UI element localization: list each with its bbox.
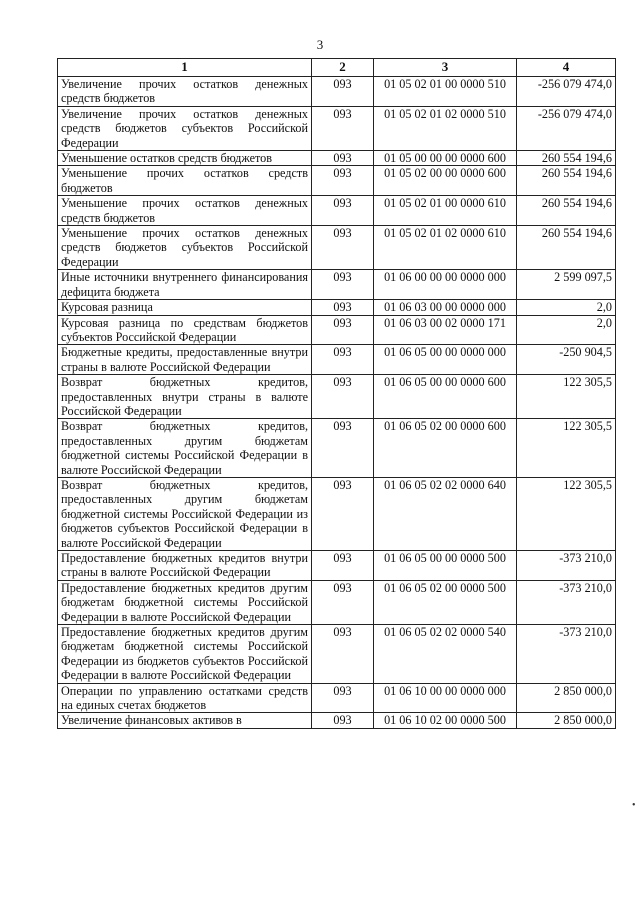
row-name-cell: Курсовая разница по средствам бюджетов субъектов Российской Федерации	[58, 315, 312, 345]
row-admin-code-cell: 093	[312, 196, 374, 226]
row-admin-code-cell: 093	[312, 300, 374, 315]
row-admin-code-cell: 093	[312, 166, 374, 196]
row-classification-code-cell: 01 05 02 01 02 0000 610	[374, 226, 517, 270]
row-name-cell: Уменьшение прочих остатков средств бюджетов	[58, 166, 312, 196]
row-amount-cell: -256 079 474,0	[517, 106, 616, 150]
row-name-cell: Иные источники внутреннего финансирования дефицита бюджета	[58, 270, 312, 300]
row-name-cell: Возврат бюджетных кредитов, предоставленных другим бюджетам бюджетной системы Российской Федерации из бюджетов субъектов Российской Федерации в валюте Российской Федерации	[58, 477, 312, 550]
row-admin-code-cell: 093	[312, 551, 374, 581]
row-amount-cell: 122 305,5	[517, 477, 616, 550]
table-row	[58, 345, 616, 375]
row-name-cell: Курсовая разница	[58, 300, 312, 315]
row-amount-cell: 122 305,5	[517, 375, 616, 419]
row-amount-cell: 2 599 097,5	[517, 270, 616, 300]
table-row	[58, 375, 616, 419]
column-header-4: 4	[517, 59, 616, 77]
row-amount-cell: -373 210,0	[517, 551, 616, 581]
row-classification-code-cell: 01 06 05 00 00 0000 500	[374, 551, 517, 581]
row-name-cell: Уменьшение прочих остатков денежных средств бюджетов субъектов Российской Федерации	[58, 226, 312, 270]
table-row	[58, 625, 616, 684]
row-admin-code-cell: 093	[312, 375, 374, 419]
table-row	[58, 300, 616, 315]
table-row	[58, 477, 616, 550]
table-row	[58, 196, 616, 226]
row-classification-code-cell: 01 06 05 02 02 0000 640	[374, 477, 517, 550]
row-amount-cell: 2 850 000,0	[517, 683, 616, 713]
table-row	[58, 166, 616, 196]
row-name-cell: Предоставление бюджетных кредитов другим бюджетам бюджетной системы Российской Федерации из бюджетов субъектов Российской Федерации в валюте Российской Федерации	[58, 625, 312, 684]
row-amount-cell: 122 305,5	[517, 419, 616, 478]
row-amount-cell: -256 079 474,0	[517, 77, 616, 107]
table-row	[58, 419, 616, 478]
table-row	[58, 77, 616, 107]
table-row	[58, 106, 616, 150]
table-row	[58, 683, 616, 713]
row-classification-code-cell: 01 06 10 00 00 0000 000	[374, 683, 517, 713]
row-classification-code-cell: 01 05 02 01 00 0000 610	[374, 196, 517, 226]
row-classification-code-cell: 01 06 05 00 00 0000 000	[374, 345, 517, 375]
row-name-cell: Предоставление бюджетных кредитов другим бюджетам бюджетной системы Российской Федерации в валюте Российской Федерации	[58, 580, 312, 624]
row-name-cell: Уменьшение остатков средств бюджетов	[58, 151, 312, 166]
row-name-cell: Операции по управлению остатками средств на единых счетах бюджетов	[58, 683, 312, 713]
row-classification-code-cell: 01 06 03 00 00 0000 000	[374, 300, 517, 315]
row-admin-code-cell: 093	[312, 625, 374, 684]
budget-sources-table	[57, 58, 616, 729]
row-admin-code-cell: 093	[312, 106, 374, 150]
row-admin-code-cell: 093	[312, 151, 374, 166]
row-admin-code-cell: 093	[312, 683, 374, 713]
table-row	[58, 226, 616, 270]
table-row	[58, 580, 616, 624]
row-classification-code-cell: 01 05 02 01 00 0000 510	[374, 77, 517, 107]
row-name-cell: Бюджетные кредиты, предоставленные внутри страны в валюте Российской Федерации	[58, 345, 312, 375]
table-row	[58, 551, 616, 581]
row-admin-code-cell: 093	[312, 345, 374, 375]
row-amount-cell: -373 210,0	[517, 625, 616, 684]
column-header-2: 2	[312, 59, 374, 77]
table-row	[58, 315, 616, 345]
table-row	[58, 713, 616, 728]
row-classification-code-cell: 01 05 02 01 02 0000 510	[374, 106, 517, 150]
row-classification-code-cell: 01 06 05 02 00 0000 600	[374, 419, 517, 478]
row-name-cell: Увеличение прочих остатков денежных средств бюджетов субъектов Российской Федерации	[58, 106, 312, 150]
row-name-cell: Предоставление бюджетных кредитов внутри страны в валюте Российской Федерации	[58, 551, 312, 581]
table-header-row	[58, 59, 616, 77]
row-admin-code-cell: 093	[312, 713, 374, 728]
row-classification-code-cell: 01 05 02 00 00 0000 600	[374, 166, 517, 196]
row-classification-code-cell: 01 06 10 02 00 0000 500	[374, 713, 517, 728]
page-number: 3	[316, 37, 324, 52]
row-amount-cell: 2,0	[517, 315, 616, 345]
row-name-cell: Возврат бюджетных кредитов, предоставленных другим бюджетам бюджетной системы Российской Федерации в валюте Российской Федерации	[58, 419, 312, 478]
row-amount-cell: 260 554 194,6	[517, 226, 616, 270]
table-row	[58, 270, 616, 300]
column-header-1: 1	[58, 59, 312, 77]
row-classification-code-cell: 01 06 05 02 02 0000 540	[374, 625, 517, 684]
scan-mark: •	[632, 800, 636, 811]
row-amount-cell: -373 210,0	[517, 580, 616, 624]
row-amount-cell: -250 904,5	[517, 345, 616, 375]
row-admin-code-cell: 093	[312, 580, 374, 624]
row-admin-code-cell: 093	[312, 226, 374, 270]
row-classification-code-cell: 01 06 05 02 00 0000 500	[374, 580, 517, 624]
row-name-cell: Возврат бюджетных кредитов, предоставленных внутри страны в валюте Российской Федерации	[58, 375, 312, 419]
row-admin-code-cell: 093	[312, 477, 374, 550]
row-amount-cell: 2,0	[517, 300, 616, 315]
row-amount-cell: 260 554 194,6	[517, 196, 616, 226]
row-classification-code-cell: 01 05 00 00 00 0000 600	[374, 151, 517, 166]
row-amount-cell: 260 554 194,6	[517, 151, 616, 166]
row-name-cell: Увеличение прочих остатков денежных средств бюджетов	[58, 77, 312, 107]
row-amount-cell: 2 850 000,0	[517, 713, 616, 728]
row-classification-code-cell: 01 06 00 00 00 0000 000	[374, 270, 517, 300]
table-body	[58, 77, 616, 729]
row-admin-code-cell: 093	[312, 270, 374, 300]
row-name-cell: Уменьшение прочих остатков денежных средств бюджетов	[58, 196, 312, 226]
row-classification-code-cell: 01 06 03 00 02 0000 171	[374, 315, 517, 345]
row-name-cell: Увеличение финансовых активов в	[58, 713, 312, 728]
column-header-3: 3	[374, 59, 517, 77]
table-row	[58, 151, 616, 166]
row-classification-code-cell: 01 06 05 00 00 0000 600	[374, 375, 517, 419]
row-amount-cell: 260 554 194,6	[517, 166, 616, 196]
row-admin-code-cell: 093	[312, 419, 374, 478]
row-admin-code-cell: 093	[312, 315, 374, 345]
row-admin-code-cell: 093	[312, 77, 374, 107]
